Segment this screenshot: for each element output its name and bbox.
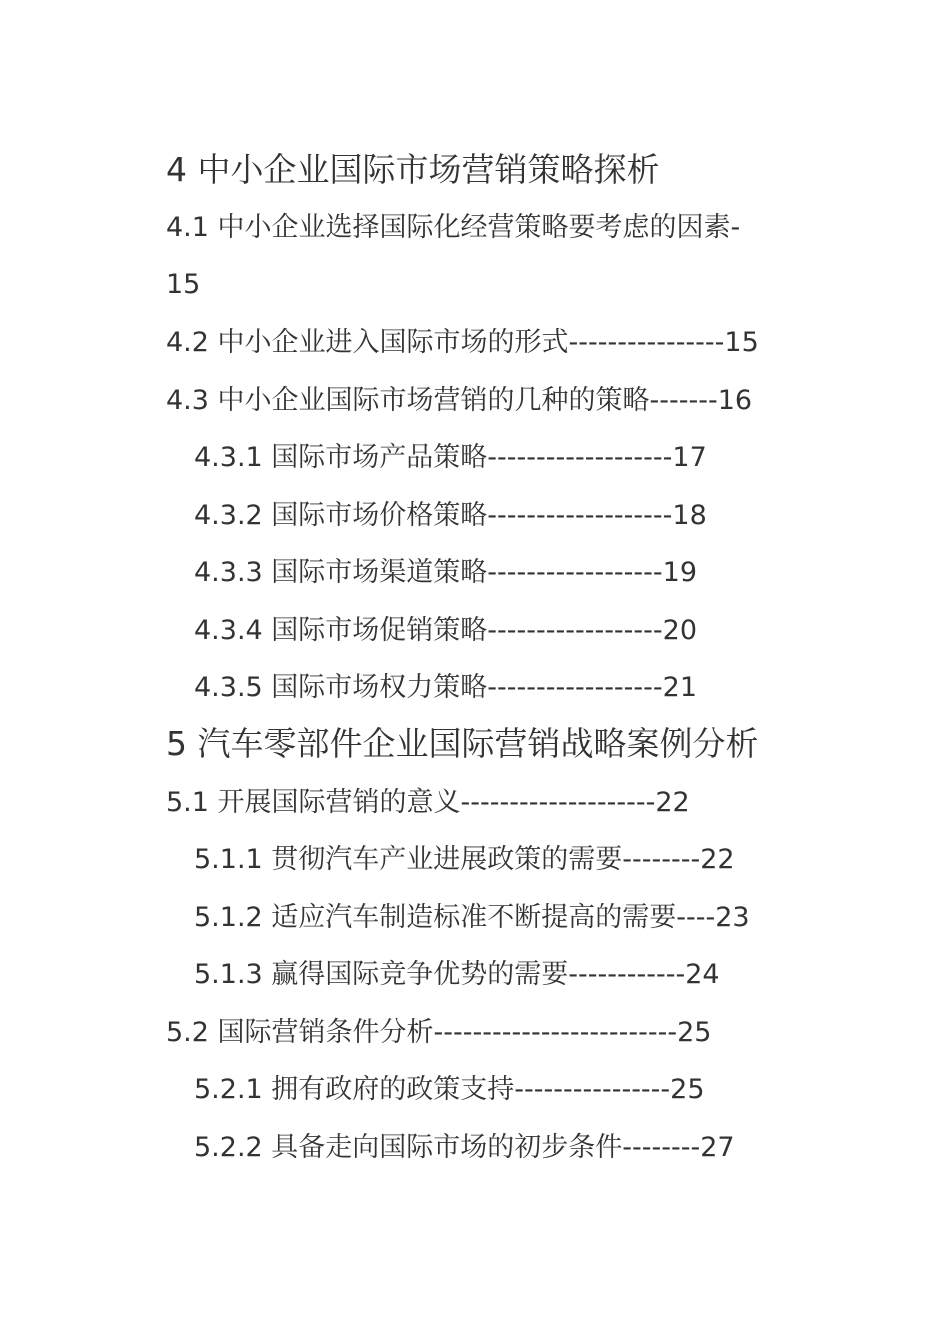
toc-entry-5-2-2: 5.2.2 具备走向国际市场的初步条件--------27 <box>194 1132 735 1163</box>
toc-entry-4-3-4: 4.3.4 国际市场促销策略------------------20 <box>194 615 698 646</box>
toc-entry-4-3-5: 4.3.5 国际市场权力策略------------------21 <box>194 672 698 703</box>
toc-entry-4-3: 4.3 中小企业国际市场营销的几种的策略-------16 <box>166 385 753 416</box>
toc-entry-5-1-1: 5.1.1 贯彻汽车产业进展政策的需要--------22 <box>194 844 735 875</box>
toc-entry-4-3-1: 4.3.1 国际市场产品策略-------------------17 <box>194 442 707 473</box>
toc-entry-4-3-3: 4.3.3 国际市场渠道策略------------------19 <box>194 557 698 588</box>
toc-entry-5-1-2: 5.1.2 适应汽车制造标准不断提高的需要----23 <box>194 902 750 933</box>
toc-entry-5-2-1: 5.2.1 拥有政府的政策支持----------------25 <box>194 1074 705 1105</box>
toc-chapter-5-heading: 5 汽车零部件企业国际营销战略案例分析 <box>166 724 759 763</box>
toc-entry-4-2: 4.2 中小企业进入国际市场的形式----------------15 <box>166 327 759 358</box>
toc-entry-4-1-page: 15 <box>166 269 201 300</box>
toc-entry-5-2: 5.2 国际营销条件分析-------------------------25 <box>166 1017 712 1048</box>
toc-chapter-4-heading: 4 中小企业国际市场营销策略探析 <box>166 150 660 189</box>
toc-entry-4-1: 4.1 中小企业选择国际化经营策略要考虑的因素- <box>166 212 741 243</box>
toc-entry-4-3-2: 4.3.2 国际市场价格策略-------------------18 <box>194 500 707 531</box>
toc-entry-5-1-3: 5.1.3 赢得国际竞争优势的需要------------24 <box>194 959 720 990</box>
toc-entry-5-1: 5.1 开展国际营销的意义--------------------22 <box>166 787 690 818</box>
